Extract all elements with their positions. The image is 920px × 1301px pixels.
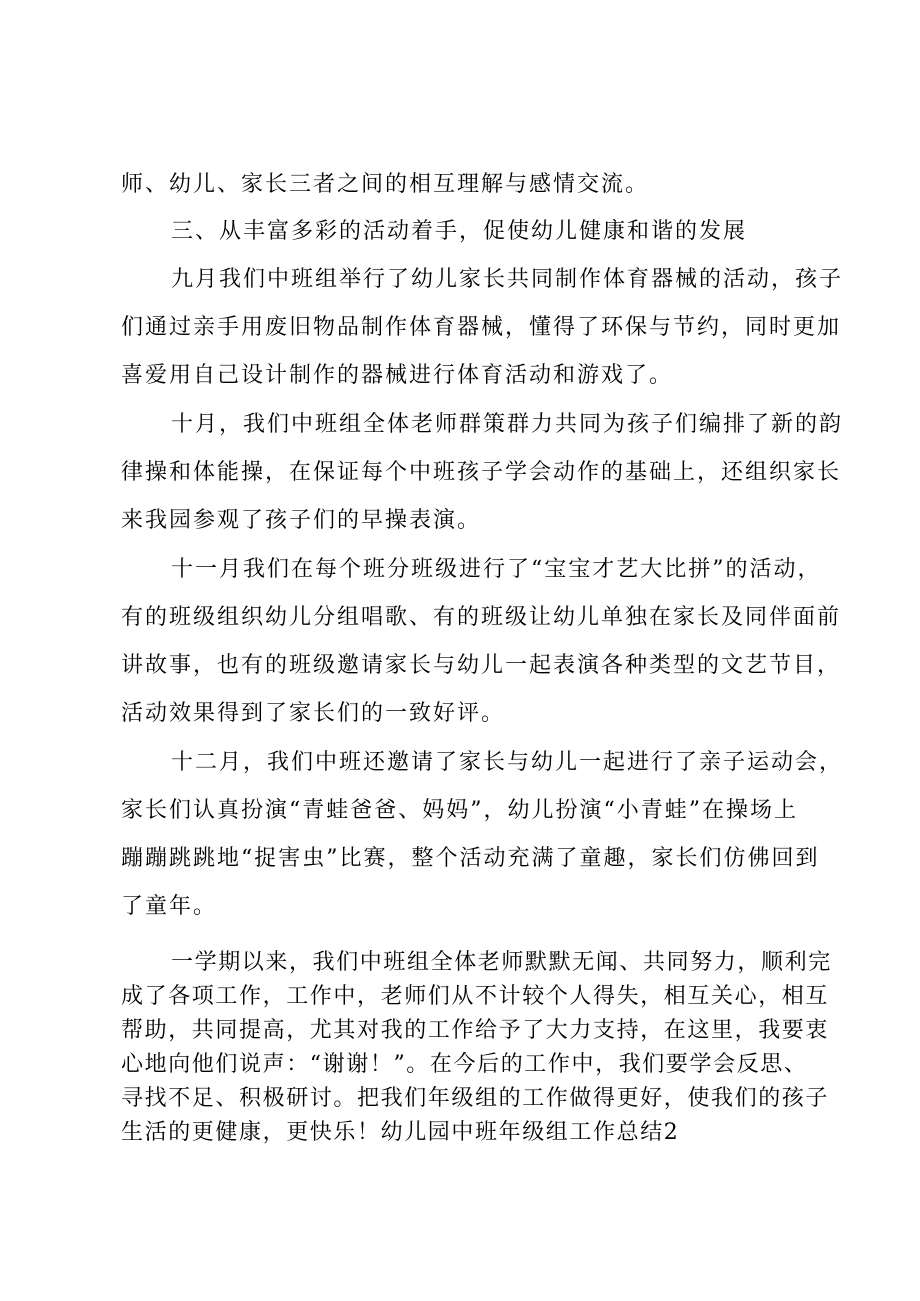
text-line: 帮助，共同提高，尤其对我的工作给予了大力支持，在这里，我要衷 [121,1018,830,1043]
text-line: 了童年。 [121,894,218,919]
text-line: 有的班级组织幼儿分组唱歌、有的班级让幼儿单独在家长及同伴面前 [121,605,842,630]
text-line: 寻找不足、积极研讨。把我们年级组的工作做得更好，使我们的孩子 [121,1086,830,1111]
section-heading: 三、从丰富多彩的活动着手，促使幼儿健康和谐的发展 [171,219,748,244]
text-line: 成了各项工作，工作中，老师们从不计较个人得失，相互关心，相互 [121,984,830,1009]
text-line: 九月我们中班组举行了幼儿家长共同制作体育器械的活动，孩子 [171,267,844,292]
text-line: 活动效果得到了家长们的一致好评。 [121,701,506,726]
text-line: 一学期以来，我们中班组全体老师默默无闻、共同努力，顺利完 [171,950,832,975]
text-line: 律操和体能操，在保证每个中班孩子学会动作的基础上，还组织家长 [121,460,842,485]
text-line: 心地向他们说声：“谢谢！”。在今后的工作中，我们要学会反思、 [121,1052,808,1077]
text-line: 家长们认真扮演“青蛙爸爸、妈妈”，幼儿扮演“小青蛙”在操场上 [121,798,798,823]
text-line: 十一月我们在每个班分班级进行了“宝宝才艺大比拼”的活动， [171,557,822,582]
text-line: 生活的更健康，更快乐！幼儿园中班年级组工作总结2 [121,1120,680,1145]
text-line: 们通过亲手用废旧物品制作体育器械，懂得了环保与节约，同时更加 [121,315,842,340]
text-line: 来我园参观了孩子们的早操表演。 [121,508,482,533]
text-line: 蹦蹦跳跳地“捉害虫”比赛，整个活动充满了童趣，家长们仿佛回到 [121,846,820,871]
text-line: 十月，我们中班组全体老师群策群力共同为孩子们编排了新的韵 [171,412,844,437]
text-line: 喜爱用自己设计制作的器械进行体育活动和游戏了。 [121,363,674,388]
text-line: 十二月，我们中班还邀请了家长与幼儿一起进行了亲子运动会， [171,750,844,775]
text-line: 师、幼儿、家长三者之间的相互理解与感情交流。 [121,172,650,197]
text-line: 讲故事，也有的班级邀请家长与幼儿一起表演各种类型的文艺节目， [121,653,842,678]
